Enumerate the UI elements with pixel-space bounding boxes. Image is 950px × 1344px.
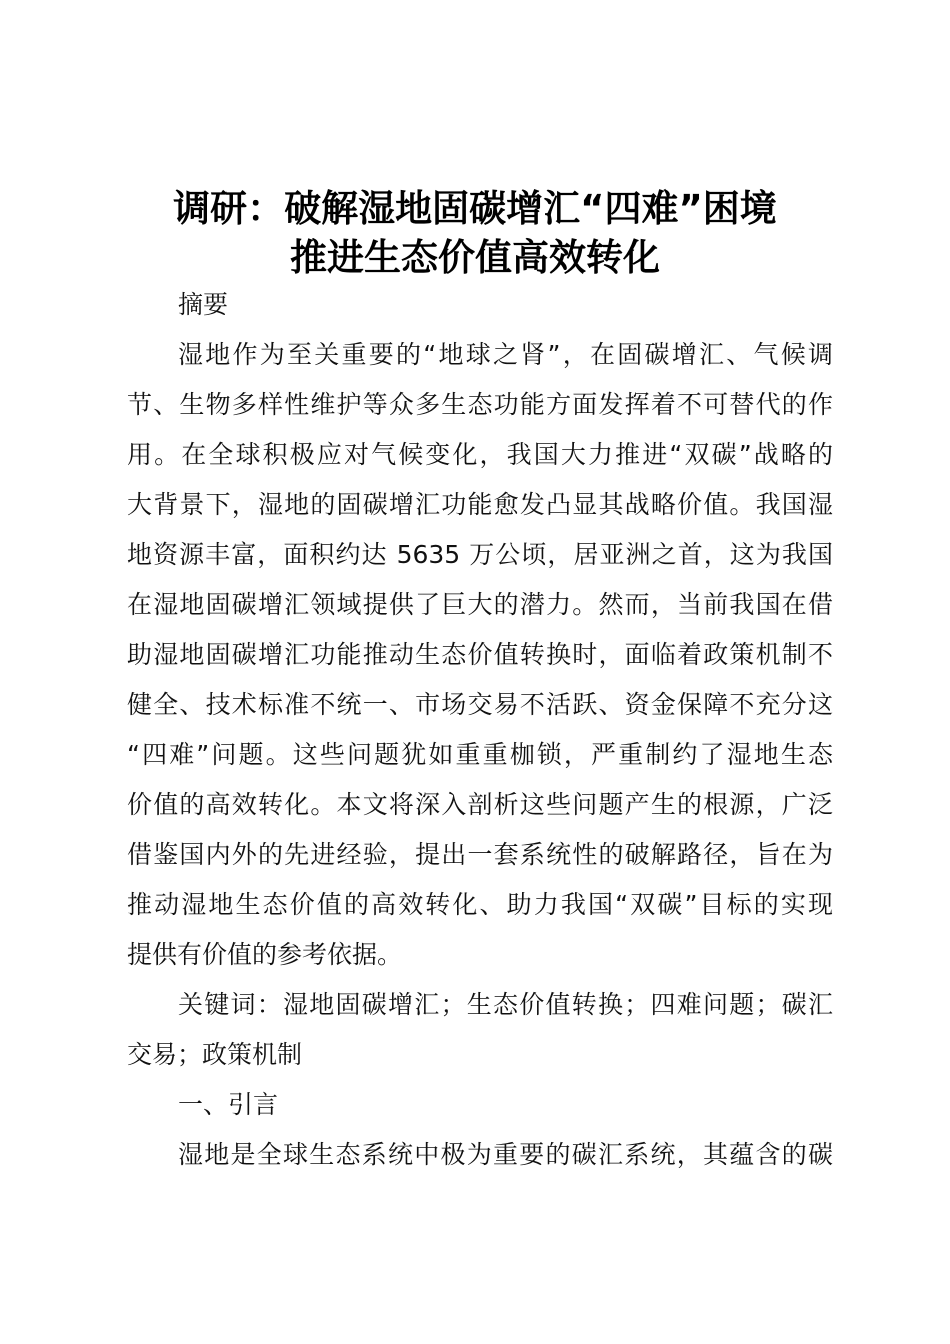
abstract-line: 地资源丰富，面积约达 5635 万公顷，居亚洲之首，这为我国 [127,540,833,569]
document-title-line-1: 调研：破解湿地固碳增汇“四难”困境 [173,187,777,230]
abstract-line: 助湿地固碳增汇功能推动生态价值转换时，面临着政策机制不 [127,640,833,669]
keywords-line: 交易；政策机制 [127,1040,303,1069]
abstract-line: “四难”问题。这些问题犹如重重枷锁，严重制约了湿地生态 [127,740,833,769]
abstract-line: 大背景下，湿地的固碳增汇功能愈发凸显其战略价值。我国湿 [127,490,833,519]
abstract-line: 价值的高效转化。本文将深入剖析这些问题产生的根源，广泛 [127,790,833,819]
abstract-heading: 摘要 [178,290,229,319]
abstract-line: 用。在全球积极应对气候变化，我国大力推进“双碳”战略的 [127,440,833,469]
keywords-line: 关键词：湿地固碳增汇；生态价值转换；四难问题；碳汇 [178,990,833,1019]
abstract-line: 提供有价值的参考依据。 [127,940,403,969]
document-title-line-2: 推进生态价值高效转化 [290,236,660,279]
abstract-line: 节、生物多样性维护等众多生态功能方面发挥着不可替代的作 [127,390,833,419]
abstract-line: 推动湿地生态价值的高效转化、助力我国“双碳”目标的实现 [127,890,833,919]
abstract-line: 在湿地固碳增汇领域提供了巨大的潜力。然而，当前我国在借 [127,590,833,619]
section-heading: 一、引言 [178,1090,279,1119]
abstract-line: 健全、技术标准不统一、市场交易不活跃、资金保障不充分这 [127,690,833,719]
abstract-line: 借鉴国内外的先进经验，提出一套系统性的破解路径，旨在为 [127,840,833,869]
abstract-line: 湿地作为至关重要的“地球之肾”，在固碳增汇、气候调 [178,340,833,369]
body-line: 湿地是全球生态系统中极为重要的碳汇系统，其蕴含的碳 [178,1140,833,1169]
